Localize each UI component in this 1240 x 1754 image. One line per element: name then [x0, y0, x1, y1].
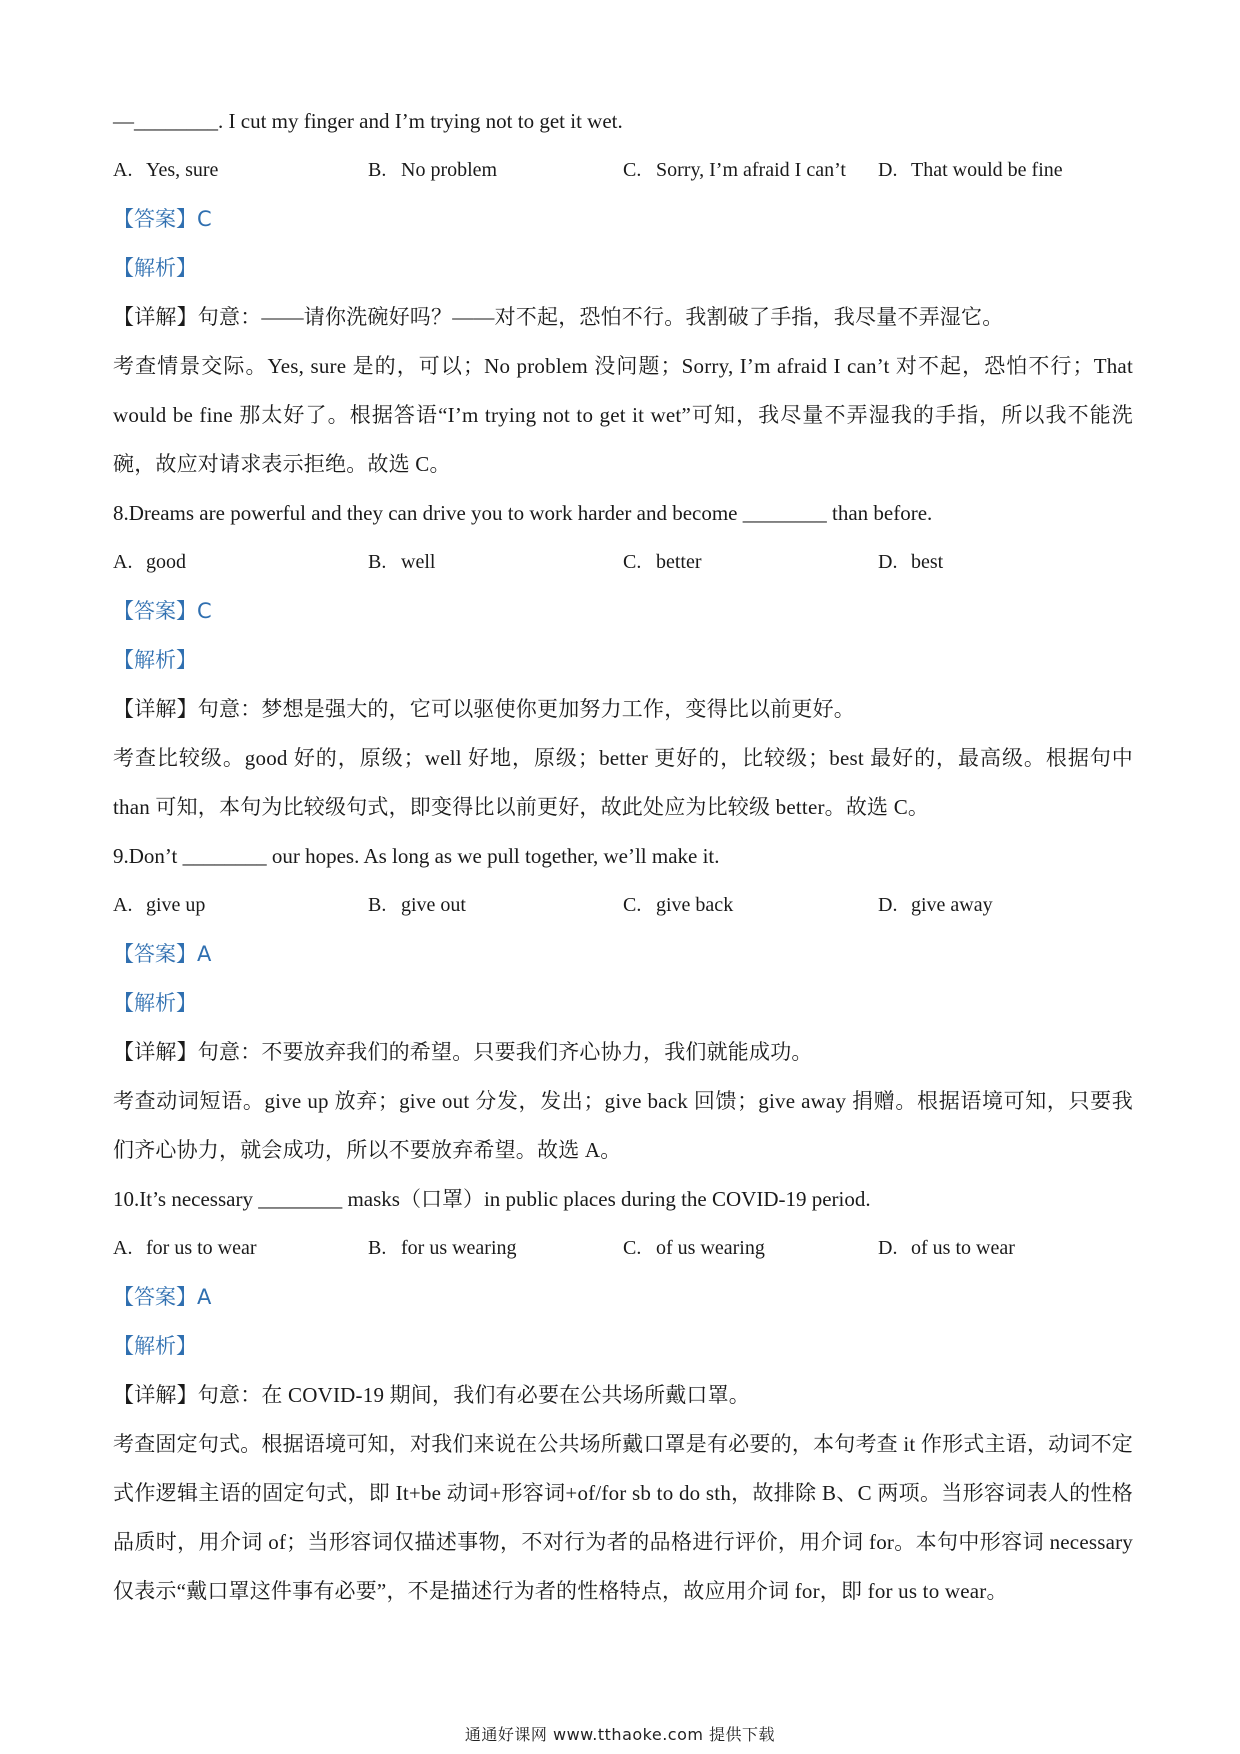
q7-option-c: [623, 146, 878, 195]
q8-option-a: [113, 538, 368, 587]
q10-options: [113, 1224, 1133, 1273]
answer-tag: 【答案】: [113, 599, 197, 623]
q8-stem: 8.Dreams are powerful and they can drive you to work harder and become ________ than before.: [113, 501, 933, 525]
q8-options: [113, 538, 1133, 587]
option-letter: D.: [878, 159, 898, 181]
q9-option-a: [113, 881, 368, 930]
q8-option-d: [878, 538, 1133, 587]
option-letter: A.: [113, 551, 133, 573]
option-text: give up: [146, 894, 206, 916]
answer-tag: 【答案】: [113, 1285, 197, 1309]
q9-answer: [113, 930, 1133, 979]
option-letter: D.: [878, 894, 898, 916]
option-text: No problem: [401, 159, 498, 181]
page-footer: 通通好课网 www.tthaoke.com 提供下载: [464, 1725, 776, 1744]
q9-option-b: [368, 881, 623, 930]
option-text: of us wearing: [656, 1237, 765, 1259]
q7-answer: [113, 195, 1133, 244]
answer-tag: 【答案】: [113, 207, 197, 231]
answer-value: C: [197, 599, 212, 623]
q9-stem: 9.Don’t ________ our hopes. As long as we pull together, we’ll make it.: [113, 844, 720, 868]
q10-detail-2: 考查固定句式。根据语境可知，对我们来说在公共场所戴口罩是有必要的，本句考查 it 作形式主语，动词不定式作逻辑主语的固定句式，即 It+be 动词+形容词+of/for sb to do sth，故排除 B、C 两项。当形容词表人的性格品质时，用介词 of；当形容词仅描述事物，不对行为者的品格进行评价，用介词 for。本句中形容词 necessary 仅表示“戴口罩这件事有必要”，不是描述行为者的性格特点，故应用介词 for，即 for us to wear。: [113, 1432, 1133, 1603]
option-letter: C.: [623, 894, 642, 916]
option-text: Yes, sure: [146, 159, 219, 181]
option-letter: D.: [878, 551, 898, 573]
q9-options: [113, 881, 1133, 930]
q10-option-c: [623, 1224, 878, 1273]
option-text: give away: [911, 894, 993, 916]
q10-detail-1: 【详解】句意：在 COVID-19 期间，我们有必要在公共场所戴口罩。: [113, 1383, 750, 1407]
option-letter: C.: [623, 551, 642, 573]
option-letter: B.: [368, 159, 387, 181]
q7-option-a: [113, 146, 368, 195]
answer-value: C: [197, 207, 212, 231]
option-text: for us wearing: [401, 1237, 517, 1259]
option-letter: A.: [113, 894, 133, 916]
answer-tag: 【答案】: [113, 942, 197, 966]
option-letter: C.: [623, 1237, 642, 1259]
q7-option-b: [368, 146, 623, 195]
q9-option-d: [878, 881, 1133, 930]
option-letter: C.: [623, 159, 642, 181]
option-text: give back: [656, 894, 734, 916]
option-letter: D.: [878, 1237, 898, 1259]
answer-value: A: [197, 1285, 212, 1309]
option-text: well: [401, 551, 436, 573]
option-text: of us to wear: [911, 1237, 1015, 1259]
q7-line: —________. I cut my finger and I’m trying not to get it wet.: [113, 109, 623, 133]
option-letter: B.: [368, 894, 387, 916]
q10-option-b: [368, 1224, 623, 1273]
q10-option-a: [113, 1224, 368, 1273]
document-content: [113, 97, 1133, 1616]
q8-analysis-tag: 【解析】: [113, 648, 197, 672]
q8-detail-1: 【详解】句意：梦想是强大的，它可以驱使你更加努力工作，变得比以前更好。: [113, 697, 855, 721]
q7-analysis-tag: 【解析】: [113, 256, 197, 280]
option-letter: B.: [368, 551, 387, 573]
option-text: give out: [401, 894, 466, 916]
option-text: That would be fine: [911, 159, 1063, 181]
q8-detail-2: 考查比较级。good 好的，原级；well 好地，原级；better 更好的，比较级；best 最好的，最高级。根据句中 than 可知，本句为比较级句式，即变得比以前更好，故此处应为比较级 better。故选 C。: [113, 746, 1133, 819]
q10-option-d: [878, 1224, 1133, 1273]
q10-analysis-tag: 【解析】: [113, 1334, 197, 1358]
q7-detail-1: 【详解】句意：——请你洗碗好吗？——对不起，恐怕不行。我割破了手指，我尽量不弄湿它。: [113, 305, 1004, 329]
q7-option-d: [878, 146, 1133, 195]
option-text: for us to wear: [146, 1237, 257, 1259]
option-letter: A.: [113, 1237, 133, 1259]
q9-analysis-tag: 【解析】: [113, 991, 197, 1015]
q10-stem: 10.It’s necessary ________ masks（口罩）in public places during the COVID-19 period.: [113, 1187, 871, 1211]
option-text: best: [911, 551, 944, 573]
q9-option-c: [623, 881, 878, 930]
q8-option-c: [623, 538, 878, 587]
q8-answer: [113, 587, 1133, 636]
q7-detail-2: 考查情景交际。Yes, sure 是的，可以；No problem 没问题；Sorry, I’m afraid I can’t 对不起，恐怕不行；That would be fine 那太好了。根据答语“I’m trying not to get it wet”可知，我尽量不弄湿我的手指，所以我不能洗碗，故应对请求表示拒绝。故选 C。: [113, 354, 1133, 476]
answer-value: A: [197, 942, 212, 966]
option-letter: B.: [368, 1237, 387, 1259]
option-text: better: [656, 551, 702, 573]
option-text: Sorry, I’m afraid I can’t: [656, 159, 846, 181]
q10-answer: [113, 1273, 1133, 1322]
option-letter: A.: [113, 159, 133, 181]
q9-detail-1: 【详解】句意：不要放弃我们的希望。只要我们齐心协力，我们就能成功。: [113, 1040, 813, 1064]
q8-option-b: [368, 538, 623, 587]
option-text: good: [146, 551, 186, 573]
q7-options: [113, 146, 1133, 195]
q9-detail-2: 考查动词短语。give up 放弃；give out 分发，发出；give back 回馈；give away 捐赠。根据语境可知，只要我们齐心协力，就会成功，所以不要放弃希望。故选 A。: [113, 1089, 1133, 1162]
